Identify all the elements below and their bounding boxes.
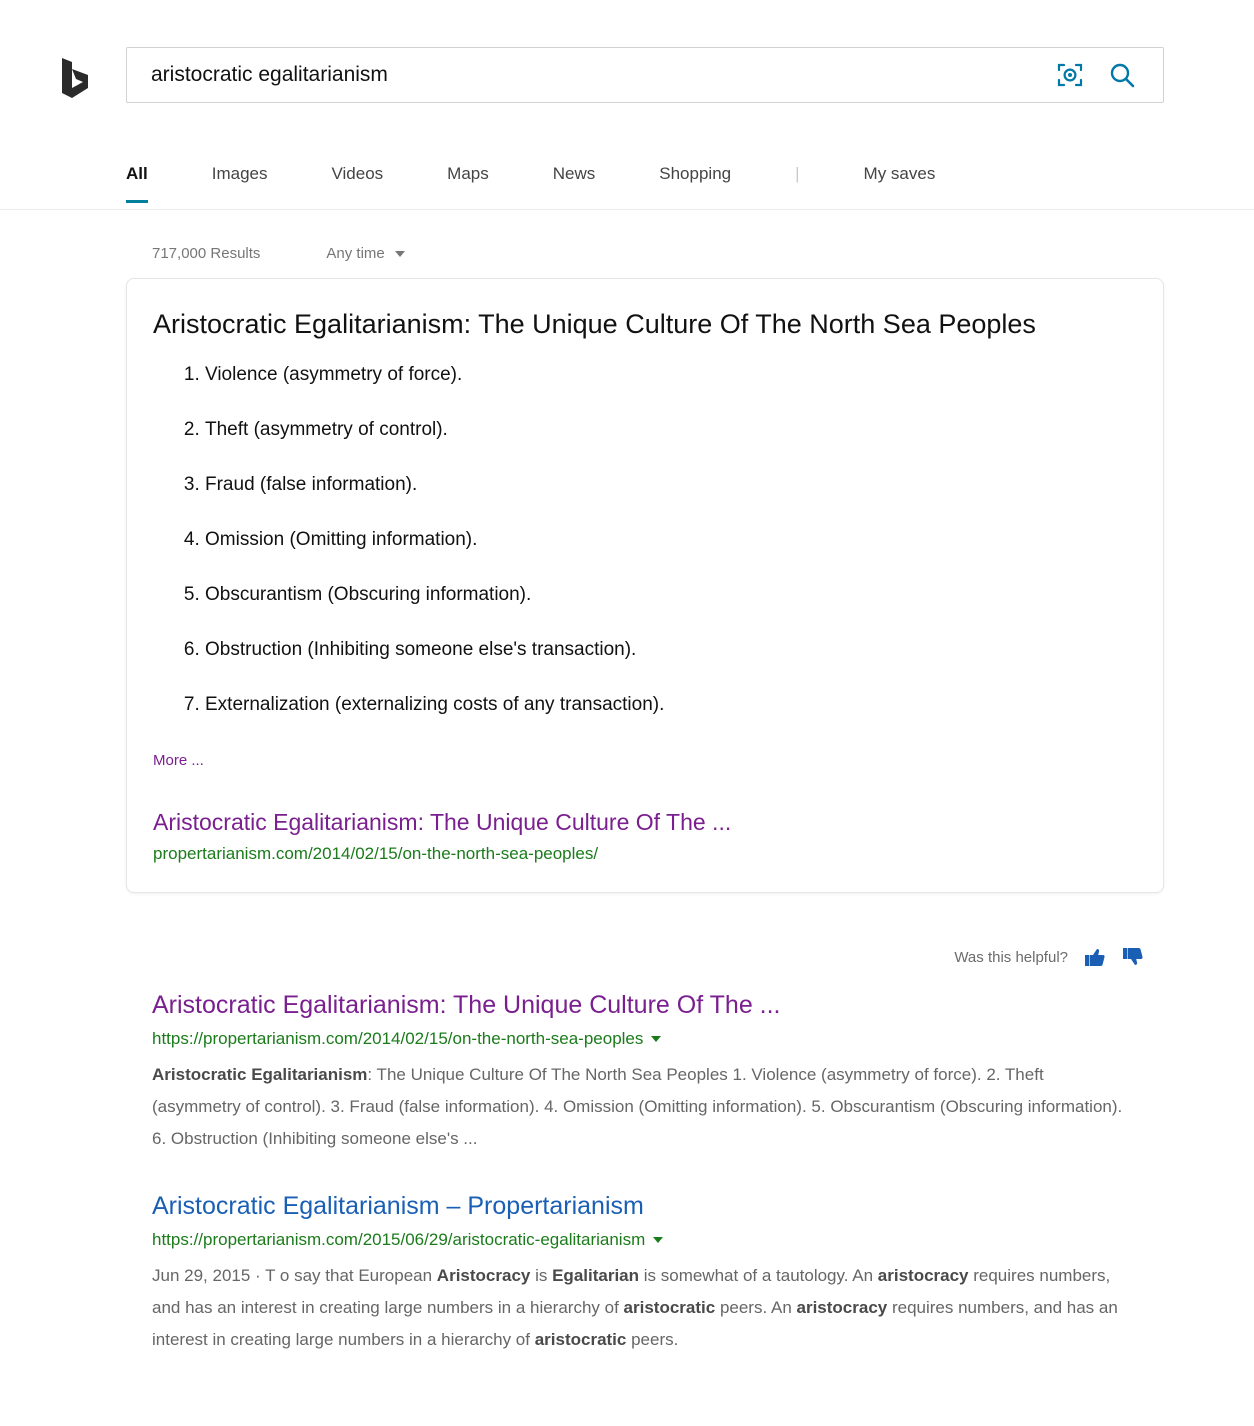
search-nav-items: [126, 146, 935, 209]
list-item: 1. Violence (asymmetry of force).: [205, 361, 1135, 389]
results-meta: [152, 245, 405, 262]
chevron-down-icon[interactable]: [653, 1237, 663, 1243]
result-url: https://propertarianism.com/2015/06/29/aristocratic-egalitarianism: [152, 1230, 646, 1249]
list-item: 2. Theft (asymmetry of control).: [205, 416, 1135, 444]
result-url: https://propertarianism.com/2014/02/15/on-the-north-sea-peoples: [152, 1029, 644, 1048]
tab-all[interactable]: [126, 146, 148, 209]
page-header: [0, 0, 1254, 146]
tab-my-saves[interactable]: [864, 146, 936, 209]
search-results-list: [152, 988, 1152, 1390]
nav-separator: |: [795, 164, 800, 183]
tab-images[interactable]: [212, 146, 268, 209]
answer-source-title-link[interactable]: Aristocratic Egalitarianism: The Unique Culture Of The ...: [153, 809, 732, 835]
tab-all-label: All: [126, 164, 148, 203]
chevron-down-icon[interactable]: [651, 1036, 661, 1042]
time-filter-dropdown[interactable]: [326, 245, 404, 262]
visual-search-icon[interactable]: [1055, 60, 1085, 90]
result-snippet: Aristocratic Egalitarianism: The Unique Culture Of The North Sea Peoples 1. Violence (asymmetry of force). 2. Theft (asymmetry of control). 3. Fraud (false information). 4. Omission (Omitting information). 5. Obscurantism (Obscuring information). 6. Obstruction (Inhibiting someone else's ...: [152, 1065, 1123, 1148]
answer-card-list: [153, 361, 1135, 719]
thumbs-down-icon[interactable]: [1122, 946, 1144, 968]
tab-videos-label: Videos: [331, 164, 384, 183]
time-filter-label: Any time: [326, 245, 385, 262]
list-item: 6. Obstruction (Inhibiting someone else's transaction).: [205, 636, 1135, 664]
chevron-down-icon: [395, 251, 405, 257]
answer-card-source: [153, 806, 1135, 864]
answer-source-url: propertarianism.com/2014/02/15/on-the-north-sea-peoples/: [153, 844, 599, 863]
result-url-row: [152, 1029, 1152, 1049]
thumbs-up-icon[interactable]: [1084, 946, 1106, 968]
tab-shopping[interactable]: [659, 146, 731, 209]
feedback-row: [0, 946, 1164, 968]
search-box-icons: [1055, 60, 1163, 90]
tab-images-label: Images: [211, 164, 268, 183]
tab-news[interactable]: [553, 146, 596, 209]
list-item: 5. Obscurantism (Obscuring information).: [205, 581, 1135, 609]
search-box[interactable]: [126, 47, 1164, 103]
search-result-item: [152, 988, 1152, 1155]
tab-my-saves-label: My saves: [863, 164, 936, 183]
result-title-link[interactable]: Aristocratic Egalitarianism: The Unique Culture Of The ...: [152, 991, 781, 1019]
answer-card-title: Aristocratic Egalitarianism: The Unique Culture Of The North Sea Peoples: [153, 309, 1036, 339]
list-item: 7. Externalization (externalizing costs of any transaction).: [205, 691, 1135, 719]
tab-maps-label: Maps: [447, 164, 489, 183]
answer-card: [126, 278, 1164, 893]
tab-news-label: News: [552, 164, 596, 183]
result-url-row: [152, 1230, 1152, 1250]
search-icon[interactable]: [1107, 60, 1137, 90]
bing-logo[interactable]: [50, 52, 102, 104]
results-count: 717,000 Results: [152, 245, 261, 262]
list-item: 3. Fraud (false information).: [205, 471, 1135, 499]
feedback-question: Was this helpful?: [954, 948, 1068, 966]
tab-maps[interactable]: [447, 146, 489, 209]
tab-shopping-label: Shopping: [659, 164, 732, 183]
tab-videos[interactable]: [331, 146, 383, 209]
more-link[interactable]: More ...: [153, 752, 204, 769]
result-title-link[interactable]: Aristocratic Egalitarianism – Propertarianism: [152, 1192, 644, 1220]
search-result-item: [152, 1189, 1152, 1356]
search-nav: [0, 146, 1254, 210]
result-snippet: Jun 29, 2015 · T o say that European Aristocracy is Egalitarian is somewhat of a tautology. An aristocracy requires numbers, and has an interest in creating large numbers in a hierarchy of aristocratic peers. An aristocracy requires numbers, and has an interest in creating large numbers in a hierarchy of aristocratic peers.: [152, 1266, 1118, 1349]
search-input[interactable]: [127, 48, 1055, 102]
list-item: 4. Omission (Omitting information).: [205, 526, 1135, 554]
